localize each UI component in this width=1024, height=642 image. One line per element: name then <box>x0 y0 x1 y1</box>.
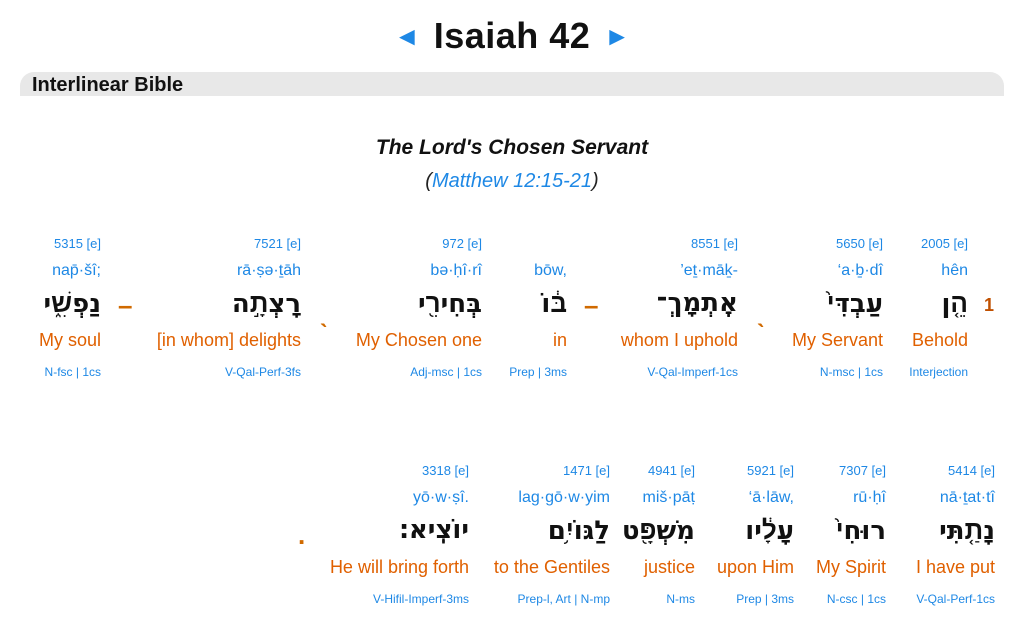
hebrew-word[interactable]: יוֹצִֽיא׃ <box>399 515 469 545</box>
hebrew-word[interactable]: בְּחִירִ֖י <box>417 289 482 319</box>
hebrew-word[interactable]: אֶֽתְמָךְ־ <box>656 288 738 318</box>
grammar-parsing[interactable]: V-Hifil-Imperf-3ms <box>372 592 469 606</box>
grammar-parsing[interactable]: Adj-msc | 1cs <box>410 365 482 379</box>
cross-reference-link[interactable]: Matthew 12:15-21 <box>431 170 593 192</box>
english-gloss: to the Gentiles <box>493 557 610 577</box>
english-gloss: justice <box>643 557 695 577</box>
transliteration[interactable]: hên <box>941 262 968 279</box>
english-gloss: I have put <box>915 557 995 577</box>
strongs-number[interactable]: 7307 [e] <box>839 463 886 478</box>
section-label: Interlinear Bible <box>32 74 184 96</box>
hebrew-word[interactable]: רָצְתָ֣ה <box>231 289 301 319</box>
grammar-parsing[interactable]: Prep | 3ms <box>736 592 794 606</box>
transliteration[interactable]: rā·ṣə·ṯāh <box>236 262 301 279</box>
period-separator: . <box>298 520 306 550</box>
strongs-number[interactable]: 5650 [e] <box>836 236 883 251</box>
strongs-number[interactable]: 1471 [e] <box>563 463 610 478</box>
grammar-parsing[interactable]: Interjection <box>909 365 968 379</box>
grammar-parsing[interactable]: N-ms <box>666 592 695 606</box>
transliteration[interactable]: lag·gō·w·yim <box>518 489 610 506</box>
english-gloss: My Chosen one <box>355 330 482 350</box>
grammar-parsing[interactable]: Prep-l, Art | N-mp <box>517 592 610 606</box>
strongs-number[interactable]: 5921 [e] <box>747 463 794 478</box>
comma-separator: ˎ <box>757 298 766 328</box>
hebrew-word[interactable]: עָלָ֔יו <box>745 516 794 546</box>
transliteration[interactable]: ‘a·ḇ·dî <box>837 262 883 279</box>
transliteration[interactable]: nap̄·šî; <box>52 262 101 279</box>
passage-heading: The Lord's Chosen Servant <box>375 136 649 159</box>
strongs-number[interactable]: 5315 [e] <box>54 236 101 251</box>
transliteration[interactable]: bōw, <box>534 262 567 279</box>
hebrew-word[interactable]: נַפְשִׁ֑י <box>43 289 101 319</box>
grammar-parsing[interactable]: N-fsc | 1cs <box>44 365 101 379</box>
english-gloss: My soul <box>38 330 101 350</box>
transliteration[interactable]: yō·w·ṣî. <box>413 489 469 506</box>
strongs-number[interactable]: 2005 [e] <box>921 236 968 251</box>
page-title: Isaiah 42 <box>433 15 591 56</box>
hebrew-word[interactable]: נָתַ֤תִּי <box>939 516 995 546</box>
english-gloss: whom I uphold <box>620 330 738 350</box>
hebrew-word[interactable]: עַבְדִּי֙ <box>826 289 883 319</box>
english-gloss: in <box>552 330 567 350</box>
grammar-parsing[interactable]: Prep | 3ms <box>509 365 567 379</box>
transliteration[interactable]: miš·pāṭ <box>642 489 695 506</box>
transliteration[interactable]: rū·ḥî <box>853 489 886 506</box>
hebrew-word[interactable]: רוּחִי֙ <box>835 516 886 546</box>
cross-reference <box>0 170 1024 193</box>
grammar-parsing[interactable]: V-Qal-Perf-1cs <box>916 592 995 606</box>
section-header-bar <box>20 72 1004 96</box>
comma-separator: ˎ <box>320 298 329 328</box>
english-gloss: My Spirit <box>815 557 886 577</box>
hebrew-word[interactable]: לַגּוֹיִ֥ם <box>547 516 610 546</box>
transliteration[interactable]: nā·ṯat·tî <box>939 489 995 506</box>
english-gloss: Behold <box>911 330 968 350</box>
grammar-parsing[interactable]: V-Qal-Perf-3fs <box>224 365 301 379</box>
grammar-parsing[interactable]: V-Qal-Imperf-1cs <box>647 365 738 379</box>
english-gloss: He will bring forth <box>329 557 469 577</box>
english-gloss: upon Him <box>716 557 794 577</box>
xref-open-paren: ( <box>425 170 432 192</box>
hebrew-word[interactable]: בּ֔וֹ <box>541 289 567 319</box>
english-gloss: [in whom] delights <box>156 330 301 350</box>
hebrew-word[interactable]: הֵ֤ן <box>941 289 968 319</box>
grammar-parsing[interactable]: N-msc | 1cs <box>819 365 883 379</box>
next-chapter-arrow-icon[interactable]: ► <box>604 21 631 51</box>
title-row <box>0 12 1024 60</box>
grammar-parsing[interactable]: N-csc | 1cs <box>826 592 886 606</box>
dash-separator: – <box>584 290 599 320</box>
strongs-number[interactable]: 5414 [e] <box>948 463 995 478</box>
strongs-number[interactable]: 8551 [e] <box>691 236 738 251</box>
strongs-number[interactable]: 4941 [e] <box>648 463 695 478</box>
transliteration[interactable]: ’eṯ·māḵ- <box>680 262 738 279</box>
hebrew-word[interactable]: מִשְׁפָּ֖ט <box>621 516 695 546</box>
dash-separator: – <box>118 290 133 320</box>
transliteration[interactable]: bə·ḥî·rî <box>430 262 482 279</box>
previous-chapter-arrow-icon[interactable]: ◄ <box>393 21 420 51</box>
transliteration[interactable]: ‘ā·lāw, <box>748 489 794 506</box>
strongs-number[interactable]: 3318 [e] <box>422 463 469 478</box>
english-gloss: My Servant <box>791 330 883 350</box>
strongs-number[interactable]: 972 [e] <box>442 236 482 251</box>
xref-close-paren: ) <box>592 170 599 192</box>
strongs-number[interactable]: 7521 [e] <box>254 236 301 251</box>
verse-number[interactable]: 1 <box>984 295 995 315</box>
